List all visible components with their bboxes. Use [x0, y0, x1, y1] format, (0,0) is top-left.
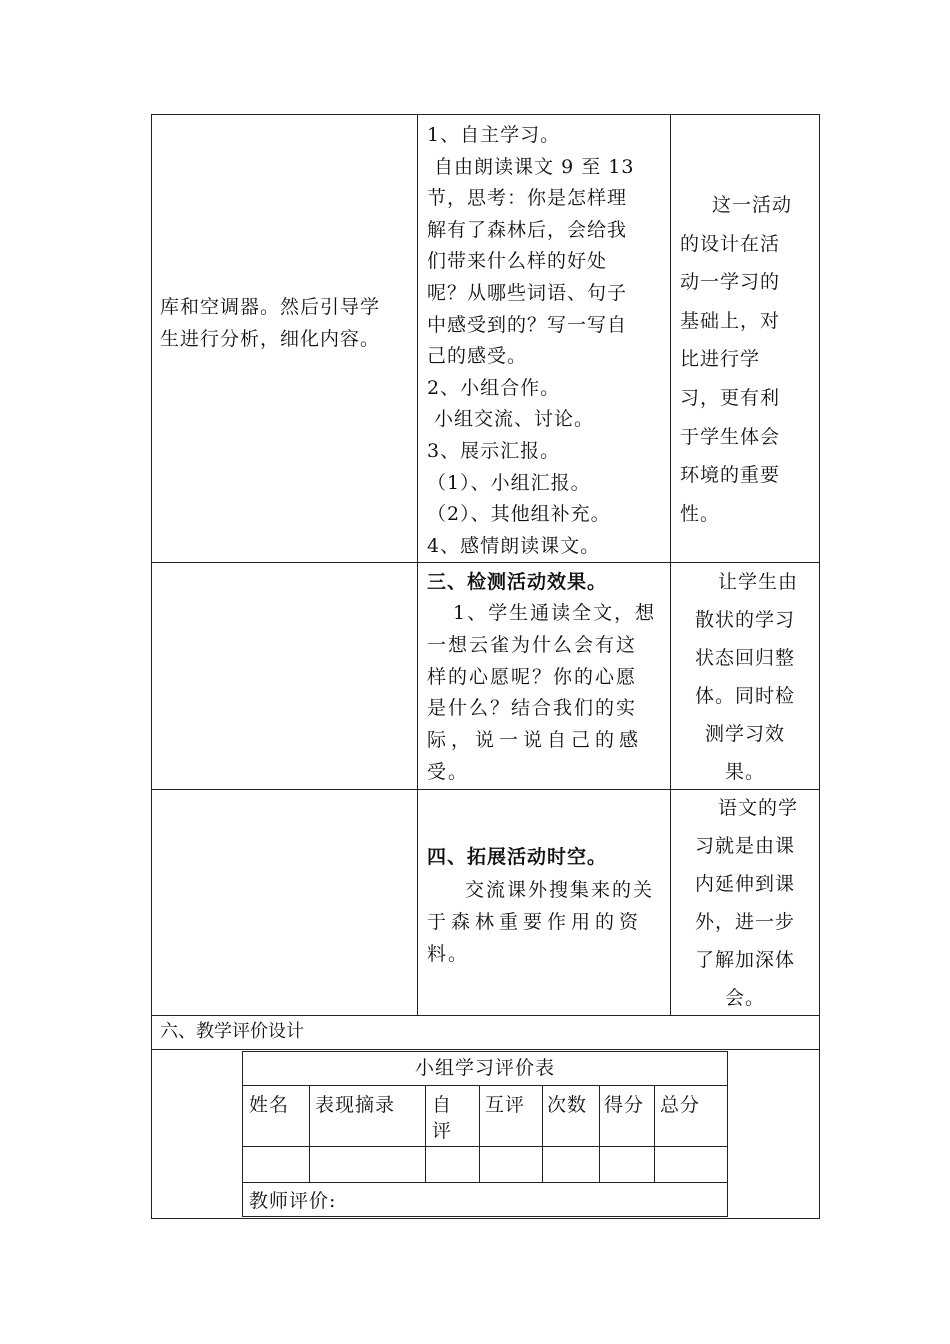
text-line: 样的心愿呢？你的心愿 — [427, 665, 638, 688]
text-line: 性。 — [680, 502, 721, 525]
eval-col-line — [654, 1085, 655, 1183]
text-line: 基础上，对 — [680, 309, 781, 332]
row2-middle-text — [427, 598, 656, 789]
text-line: 习，更有利 — [680, 386, 781, 409]
text-line: 受。 — [427, 760, 470, 783]
text-line: 节，思考：你是怎样理 — [427, 187, 628, 210]
text-line: 小组交流、讨论。 — [427, 408, 595, 431]
eval-table-title: 小组学习评价表 — [414, 1057, 555, 1079]
eval-header-bottom-line — [242, 1146, 728, 1147]
text-line: 状态回归整 — [694, 647, 795, 669]
eval-col-line — [599, 1085, 600, 1183]
text-line: 测学习效 — [704, 723, 785, 745]
text-line: 自由朗读课文 9 至 13 — [427, 155, 635, 178]
text-line: 这一活动 — [712, 194, 793, 216]
text-line: 2、小组合作。 — [427, 376, 561, 399]
eval-header-self-eval-1: 自 — [432, 1094, 453, 1116]
row3-right-text — [671, 789, 819, 1017]
text-line: 习就是由课 — [694, 835, 795, 857]
text-line: （1）、小组汇报。 — [427, 471, 591, 494]
row2-heading: 三、检测活动效果。 — [427, 571, 608, 593]
text-line: 解有了森林后，会给我 — [427, 218, 628, 241]
section6-title: 六、教学评价设计 — [160, 1021, 304, 1042]
text-line: 料。 — [427, 943, 470, 965]
row1-middle-text — [427, 120, 634, 562]
row1-right-text — [680, 186, 792, 533]
text-line: 语文的学 — [717, 797, 798, 819]
text-line: 己的感受。 — [427, 345, 528, 368]
text-line: 是什么？结合我们的实 — [427, 697, 638, 720]
eval-header-score: 得分 — [604, 1094, 645, 1116]
eval-header-count: 次数 — [547, 1094, 588, 1116]
text-line: 散状的学习 — [694, 609, 795, 631]
table-border-right — [819, 114, 820, 1219]
text-line: 了解加深体 — [694, 949, 795, 971]
text-line: 内延伸到课 — [694, 873, 795, 895]
text-line: 动一学习的 — [680, 271, 781, 294]
text-line: 1、学生通读全文，想 — [453, 602, 657, 624]
eval-header-name: 姓名 — [249, 1094, 290, 1116]
text-line: 1、自主学习。 — [427, 124, 561, 146]
text-line: 让学生由 — [717, 571, 798, 593]
text-line: 中感受到的？写一写自 — [427, 313, 628, 336]
text-line: 会。 — [724, 987, 765, 1009]
text-line: 一想云雀为什么会有这 — [427, 633, 638, 656]
section6-bottom-line — [151, 1049, 820, 1050]
text-line: 际，说一说自己的感 — [427, 729, 644, 752]
row2-right-text — [671, 563, 819, 791]
eval-col-line — [542, 1085, 543, 1183]
text-line: 环境的重要 — [680, 464, 781, 487]
text-line: 外，进一步 — [694, 911, 795, 933]
text-line: 于森林重要作用的资 — [427, 911, 644, 933]
teacher-eval-label: 教师评价: — [249, 1190, 337, 1212]
eval-header-peer-eval: 互评 — [485, 1094, 526, 1116]
eval-col-line — [309, 1085, 310, 1183]
table-border-left — [151, 114, 152, 1219]
text-line: 生进行分析，细化内容。 — [160, 327, 381, 350]
eval-table-top — [242, 1051, 728, 1052]
text-line: 果。 — [724, 761, 765, 783]
col-divider-1 — [417, 114, 418, 1016]
text-line: 们带来什么样的好处 — [427, 250, 608, 273]
table-border-top — [151, 114, 820, 115]
eval-header-self-eval-2: 评 — [432, 1120, 453, 1142]
table-border-bottom — [151, 1218, 820, 1219]
row3-middle-text — [427, 874, 654, 970]
eval-header-total: 总分 — [660, 1094, 701, 1116]
text-line: 3、展示汇报。 — [427, 439, 561, 462]
text-line: 的设计在活 — [680, 232, 781, 255]
eval-col-line — [425, 1085, 426, 1183]
text-line: 于学生体会 — [680, 425, 781, 448]
eval-col-line — [479, 1085, 480, 1183]
eval-row-bottom-line — [242, 1182, 728, 1183]
text-line: 体。同时检 — [694, 685, 795, 707]
text-line: 交流课外搜集来的关 — [465, 879, 655, 901]
eval-header-performance: 表现摘录 — [315, 1094, 396, 1116]
text-line: （2）、其他组补充。 — [427, 503, 611, 526]
row1-left-text — [160, 292, 380, 355]
text-line: 库和空调器。然后引导学 — [160, 296, 381, 318]
text-line: 比进行学 — [680, 348, 761, 371]
text-line: 4、感情朗读课文。 — [427, 534, 601, 557]
eval-header-top-line — [242, 1085, 728, 1086]
row3-heading: 四、拓展活动时空。 — [427, 846, 608, 868]
text-line: 呢？从哪些词语、句子 — [427, 281, 628, 304]
